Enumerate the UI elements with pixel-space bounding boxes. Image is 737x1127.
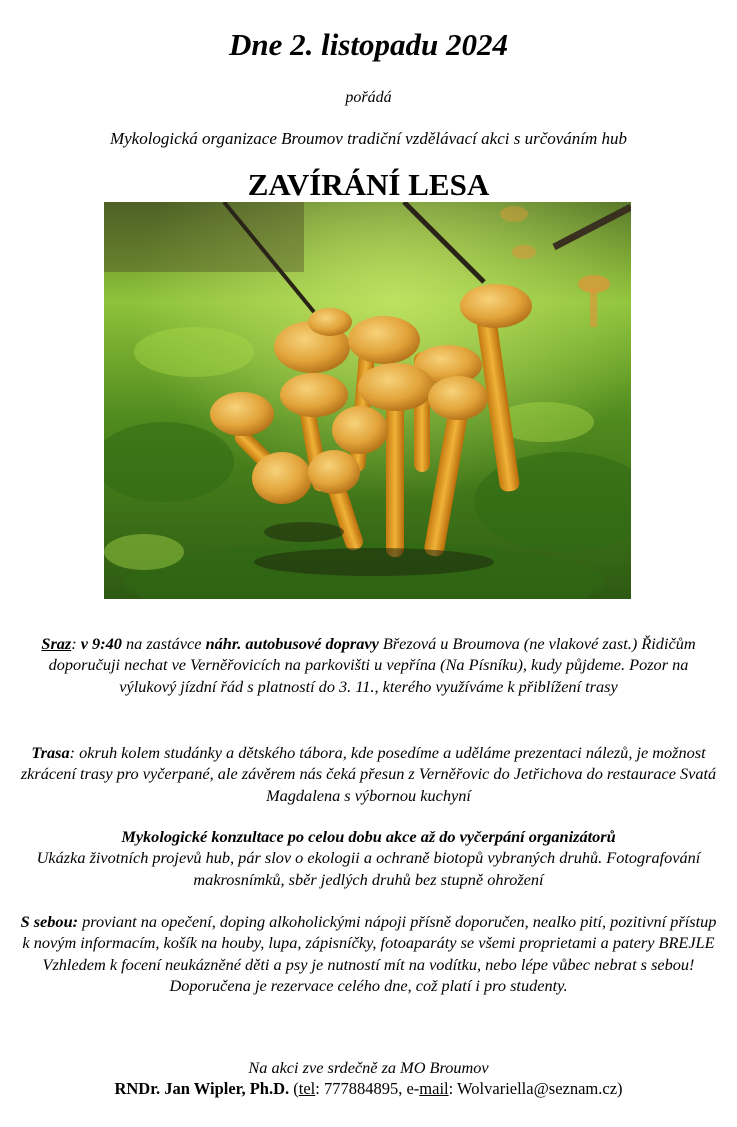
route-paragraph: [20, 742, 717, 806]
consultation-heading: Mykologické konzultace po celou dobu akce až do vyčerpání organizátorů: [121, 827, 616, 846]
tel-label: tel: [298, 1079, 316, 1098]
consultation-text: Ukázka životních projevů hub, pár slov o ekologii a ochraně biotopů vybraných druhů. Fotografování makrosnímků, sběr jedlých druhů bez stupně ohrožení: [36, 848, 701, 889]
contact-paren: (: [289, 1079, 299, 1098]
route-label: Trasa: [31, 743, 70, 762]
mushroom-photo: [104, 202, 631, 599]
organization-line: Mykologická organizace Broumov tradiční vzdělávací akci s určováním hub: [109, 129, 628, 148]
meeting-paragraph: [20, 633, 717, 697]
bring-paragraph: [20, 911, 717, 996]
consultation-paragraph: [20, 826, 717, 890]
bring-text-2: Vzhledem k focení neukázněné děti a psy je nutností mít na vodítku, nebo lépe vůbec nebrat s sebou! Doporučena je rezervace celého dne, což platí i pro studenty.: [42, 954, 695, 995]
meeting-colon: :: [71, 634, 77, 653]
mail-label: mail: [419, 1079, 449, 1098]
footer-invite: Na akci zve srdečně za MO Broumov: [248, 1058, 489, 1077]
footer-contact: [0, 1079, 737, 1099]
mail-value: : Wolvariella@seznam.cz): [448, 1079, 623, 1098]
meeting-label: Sraz: [41, 634, 72, 653]
route-text: : okruh kolem studánky a dětského tábora, kde posedíme a uděláme prezentaci nálezů, je možnost zkrácení trasy pro vyčerpané, ale závěrem nás čeká přesun z Verněřovic do Jetřichova do restaurace Svatá Magdalena s výbornou kuchyní: [20, 743, 717, 805]
meeting-text-1: na zastávce: [121, 634, 206, 653]
meeting-stop: náhr. autobusové dopravy: [205, 634, 379, 653]
meeting-text-2: Březová u Broumova (ne vlakové zast.) Řidičům doporučuji nechat ve Verněřovicích na parkovišti u vepřína (Na Písníku), kudy půjdeme. Pozor na výlukový jízdní řád s platností do 3. 11., kterého využíváme k přiblížení trasy: [48, 634, 696, 696]
bring-label: S sebou:: [20, 912, 79, 931]
meeting-time: v 9:40: [76, 634, 122, 653]
tel-value: : 777884895, e-: [315, 1079, 420, 1098]
bring-text-1: proviant na opečení, doping alkoholickými nápoji přísně doporučen, nealko pití, pozitivní přístup k novým informacím, košík na houby, lupa, zápisníčky, fotoaparáty se všemi proprietami a patery BREJLE: [22, 912, 717, 953]
organizes-text: pořádá: [345, 89, 392, 106]
event-title: ZAVÍRÁNÍ LESA: [247, 167, 490, 202]
event-date: Dne 2. listopadu 2024: [228, 27, 509, 62]
organizer-name: RNDr. Jan Wipler, Ph.D.: [114, 1079, 290, 1098]
